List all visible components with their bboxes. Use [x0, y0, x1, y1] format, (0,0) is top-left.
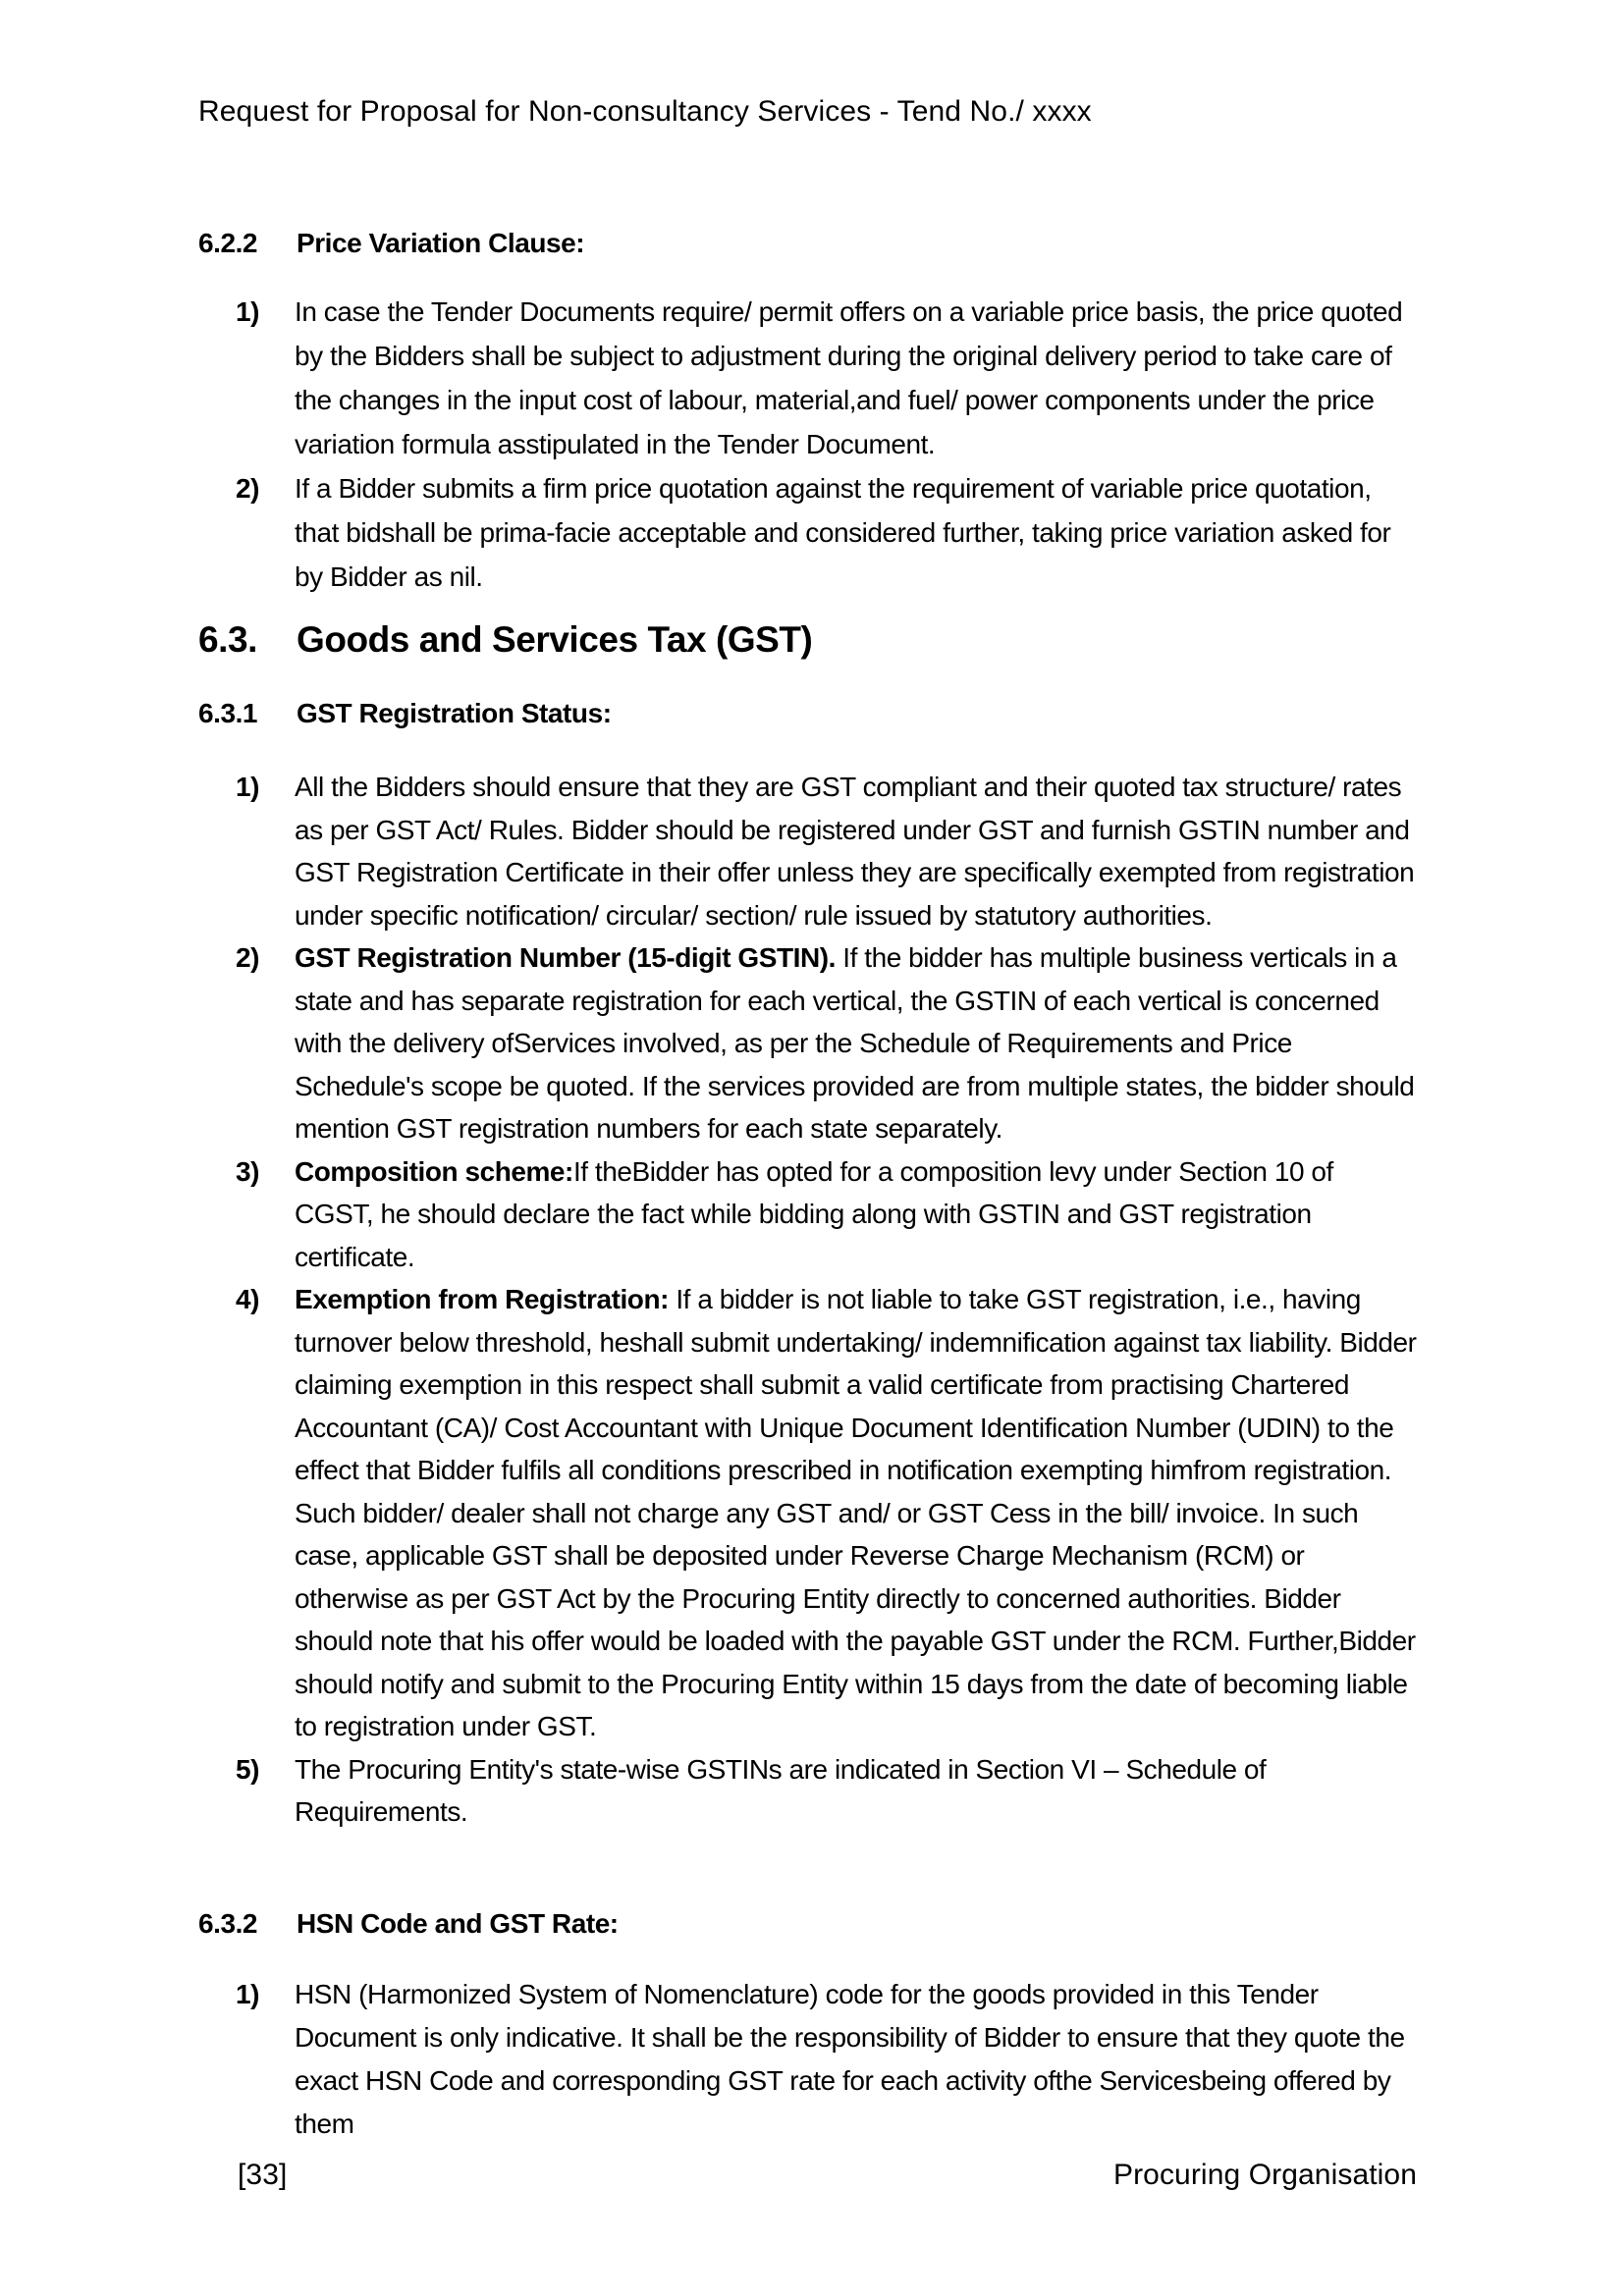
list-item-number: 1) — [236, 296, 259, 327]
list-item — [198, 936, 1417, 1150]
list-item-text — [295, 766, 1417, 936]
list-item-text — [295, 466, 1417, 599]
section-number: 6.2.2 — [198, 228, 258, 258]
section-number: 6.3.1 — [198, 698, 258, 728]
list-item-text — [295, 936, 1417, 1150]
list-item — [198, 766, 1417, 936]
section-number: 6.3. — [198, 619, 257, 660]
list-item — [198, 1748, 1417, 1834]
list-item — [198, 1150, 1417, 1279]
list-item-body: If theBidder has opted for a composition levy under Section 10 of CGST, he should declare the fact while bidding along with GSTIN and GST registration certificate. — [295, 1155, 1333, 1272]
list-item — [198, 1278, 1417, 1748]
list-item-text — [295, 1150, 1417, 1279]
list-item-body: If a bidder is not liable to take GST registration, i.e., having turnover below threshold, heshall submit undertaking/ indemnification against tax liability. Bidder claiming exemption in this respect shall submit a valid certificate from practising Chartered Accountant (CA)/ Cost Accountant with Unique Document Identification Number (UDIN) to the effect that Bidder fulfils all conditions prescribed in notification exempting himfrom registration. Such bidder/ dealer shall not charge any GST and/ or GST Cess in the bill/ invoice. In such case, applicable GST shall be deposited under Reverse Charge Mechanism (RCM) or otherwise as per GST Act by the Procuring Entity directly to concerned authorities. Bidder should note that his offer would be loaded with the payable GST under the RCM. Further,Bidder should notify and submit to the Procuring Entity within 15 days from the date of becoming liable to registration under GST. — [295, 1284, 1417, 1741]
section-number: 6.3.2 — [198, 1908, 258, 1939]
section-title: Price Variation Clause: — [297, 228, 585, 258]
list-item-body: The Procuring Entity's state-wise GSTINs are indicated in Section VI – Schedule of Requirements. — [295, 1753, 1267, 1827]
list-item-bold-lead: GST Registration Number (15-digit GSTIN). — [295, 942, 836, 973]
list-item-number: 1) — [236, 772, 259, 802]
list-item-number: 3) — [236, 1155, 259, 1187]
numbered-list — [198, 766, 1417, 1834]
list-item-number: 2) — [236, 473, 259, 504]
section-heading — [198, 618, 1417, 662]
list-item-body: If a Bidder submits a firm price quotation against the requirement of variable price quotation, that bidshall be prima-facie acceptable and considered further, taking price variation asked for by Bidder as nil. — [295, 473, 1391, 592]
page-number: [33] — [238, 2159, 288, 2191]
section-price-variation-clause — [198, 222, 1417, 599]
list-item-body: If the bidder has multiple business verticals in a state and has separate registration for each vertical, the GSTIN of each vertical is concerned with the delivery ofServices involved, as per the Schedule of Requirements and Price Schedule's scope be quoted. If the services provided are from multiple states, the bidder should mention GST registration numbers for each state separately. — [295, 942, 1415, 1144]
section-goods-and-services-tax — [198, 618, 1417, 662]
section-title: Goods and Services Tax (GST) — [297, 619, 813, 660]
numbered-list — [198, 1973, 1417, 2146]
section-heading — [198, 692, 1417, 735]
list-item-body: All the Bidders should ensure that they are GST compliant and their quoted tax structure/ rates as per GST Act/ Rules. Bidder should be registered under GST and furnish GSTIN number and GST Registration Certificate in their offer unless they are specifically exempted from registration under specific notification/ circular/ section/ rule issued by statutory authorities. — [295, 772, 1415, 931]
list-item-text — [295, 1748, 1417, 1834]
list-item-text — [295, 1278, 1417, 1748]
numbered-list — [198, 290, 1417, 599]
list-item-number: 1) — [236, 1979, 259, 2009]
section-title: HSN Code and GST Rate: — [297, 1908, 619, 1939]
page-header: Request for Proposal for Non-consultancy Services - Tend No./ xxxx — [198, 95, 1092, 128]
list-item-bold-lead: Composition scheme: — [295, 1155, 573, 1187]
list-item — [198, 290, 1417, 466]
list-item-text — [295, 290, 1417, 466]
list-item-text — [295, 1973, 1417, 2146]
list-item-bold-lead: Exemption from Registration: — [295, 1284, 669, 1314]
section-title: GST Registration Status: — [297, 698, 612, 728]
list-item-number: 2) — [236, 942, 259, 973]
section-heading — [198, 1902, 1417, 1946]
section-gst-registration-status — [198, 692, 1417, 1834]
list-item — [198, 466, 1417, 599]
list-item-number: 4) — [236, 1284, 259, 1314]
section-hsn-code-and-gst-rate — [198, 1902, 1417, 2146]
list-item — [198, 1973, 1417, 2146]
list-item-body: HSN (Harmonized System of Nomenclature) code for the goods provided in this Tender Document is only indicative. It shall be the responsibility of Bidder to ensure that they quote the exact HSN Code and corresponding GST rate for each activity ofthe Servicesbeing offered by them — [295, 1979, 1405, 2139]
section-heading — [198, 222, 1417, 265]
footer-organisation: Procuring Organisation — [1112, 2159, 1417, 2191]
list-item-number: 5) — [236, 1753, 259, 1785]
list-item-body: In case the Tender Documents require/ permit offers on a variable price basis, the price quoted by the Bidders shall be subject to adjustment during the original delivery period to take care of the changes in the input cost of labour, material,and fuel/ power components under the price variation formula asstipulated in the Tender Document. — [295, 296, 1403, 459]
